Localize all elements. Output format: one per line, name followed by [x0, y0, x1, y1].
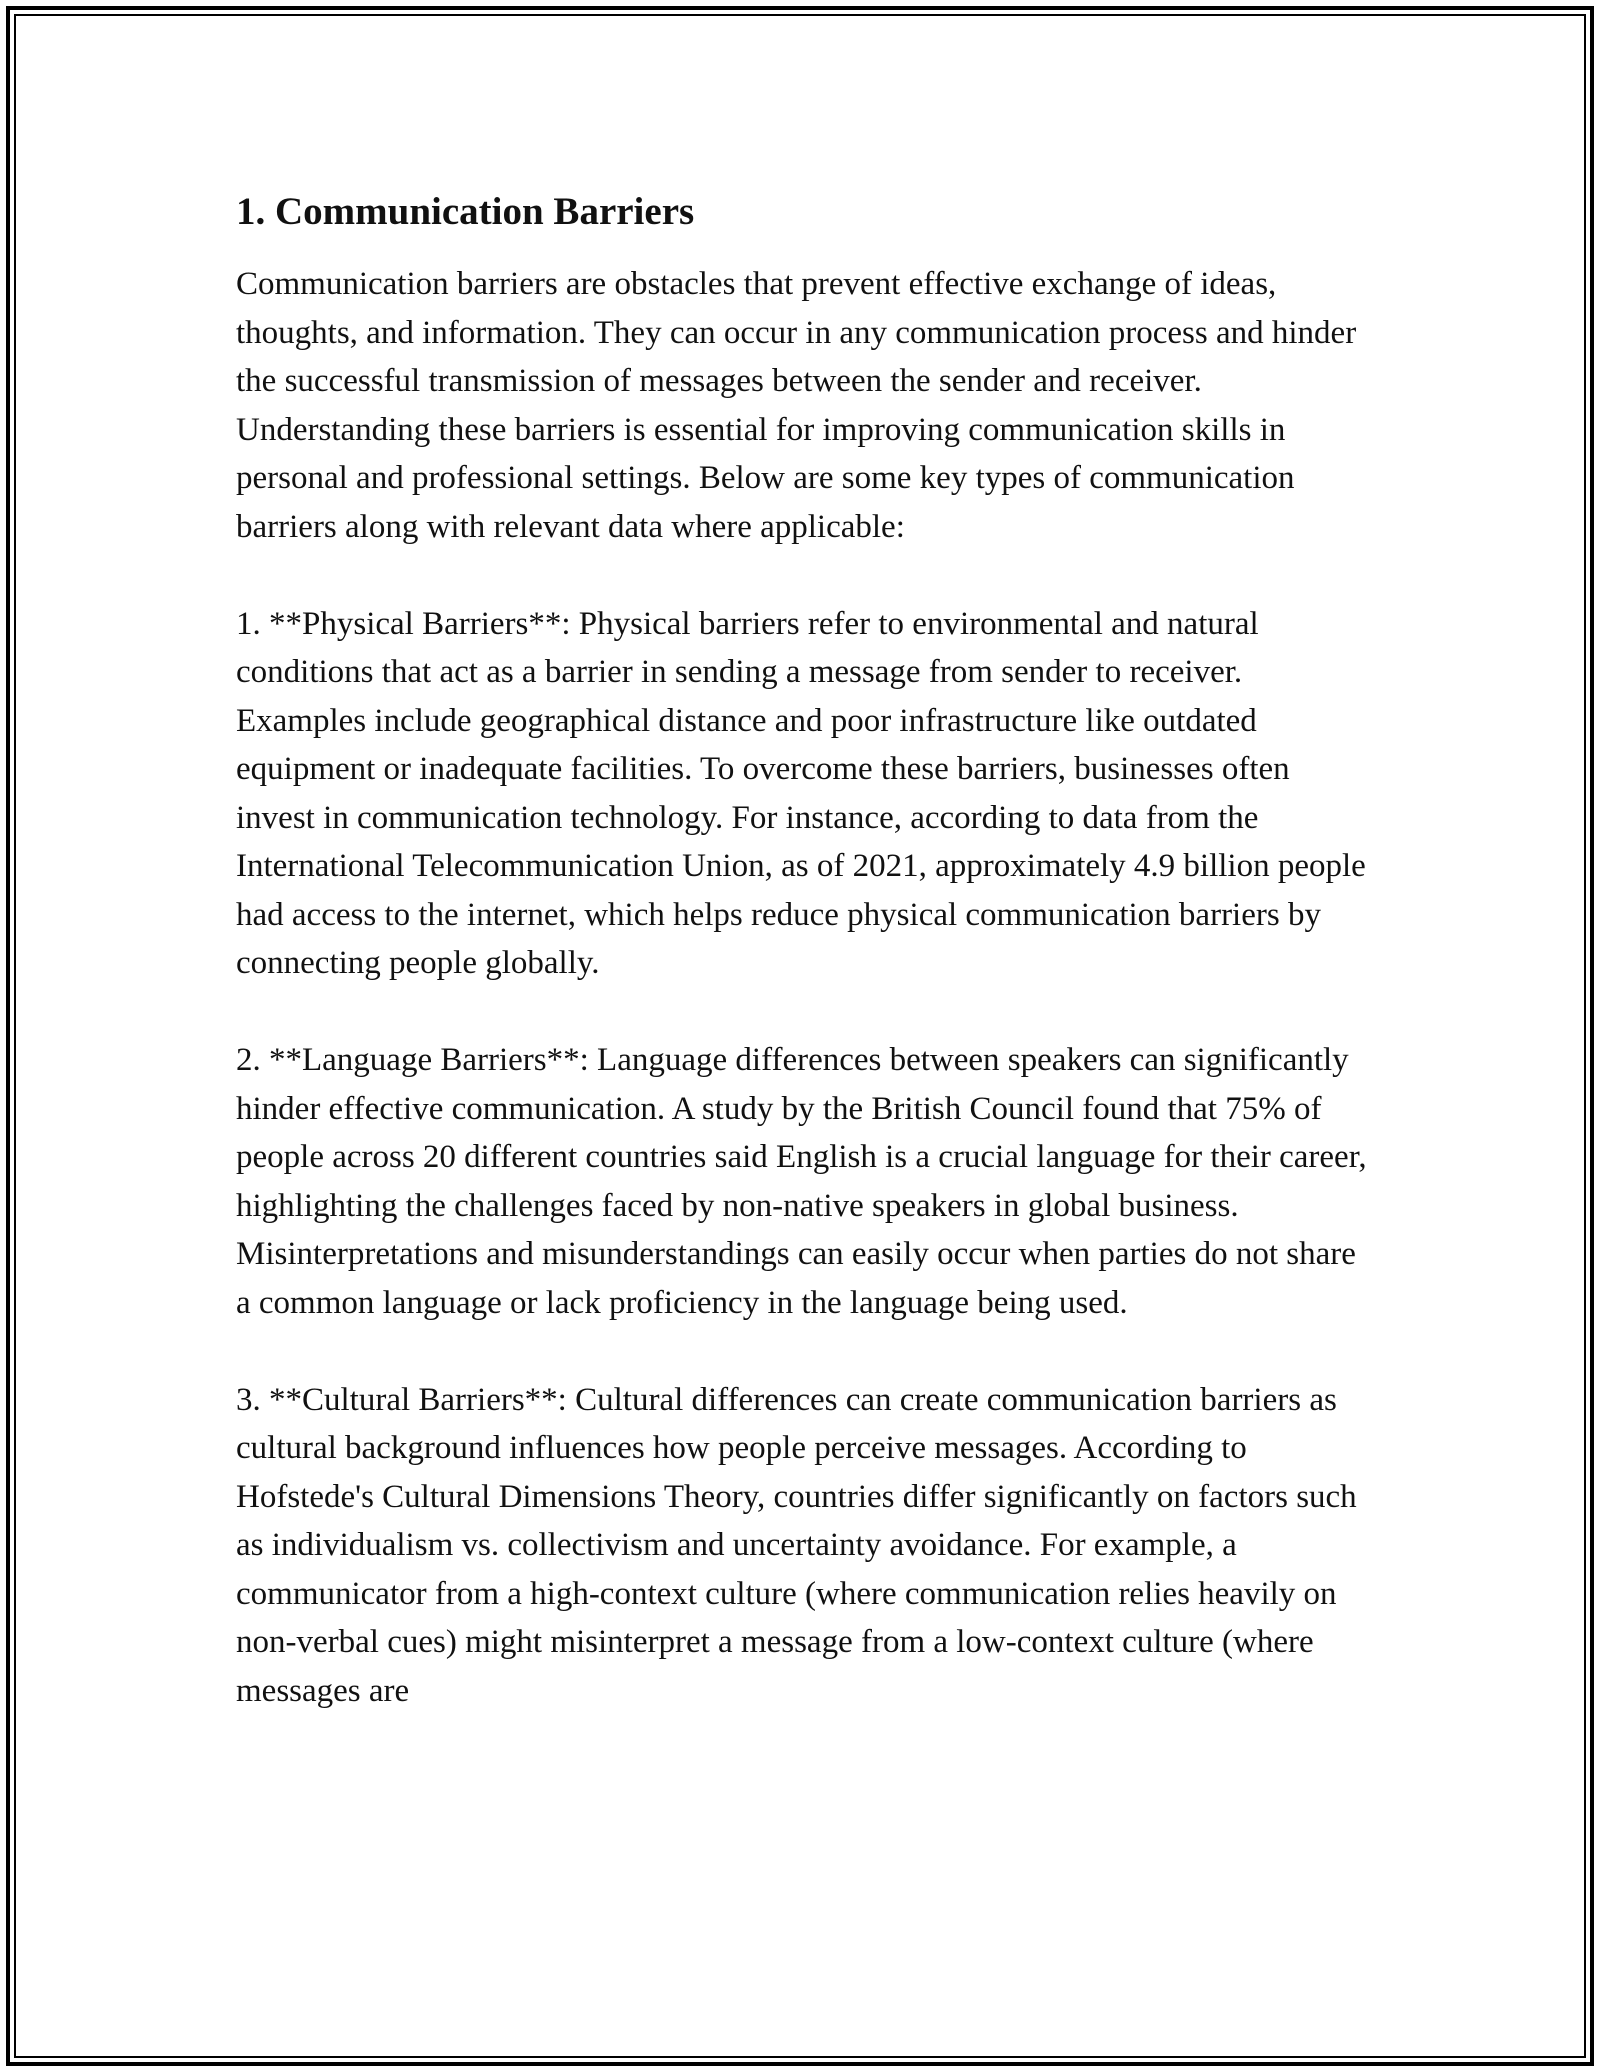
document-body: [236, 184, 1370, 1764]
cultural-barriers-paragraph: 3. **Cultural Barriers**: Cultural differences can create communication barriers as cultural background influences how people perceive messages. According to Hofstede's Cultural Dimensions Theory, countries differ significantly on factors such as individualism vs. collectivism and uncertainty avoidance. For example, a communicator from a high-context culture (where communication relies heavily on non-verbal cues) might misinterpret a message from a low-context culture (where messages are: [236, 1381, 1357, 1709]
intro-paragraph: Communication barriers are obstacles that prevent effective exchange of ideas, thoughts, and information. They can occur in any communication process and hinder the successful transmission of messages between the sender and receiver. Understanding these barriers is essential for improving communication skills in personal and professional settings. Below are some key types of communication barriers along with relevant data where applicable:: [236, 266, 1357, 545]
language-barriers-paragraph: 2. **Language Barriers**: Language differences between speakers can significantly hinder effective communication. A study by the British Council found that 75% of people across 20 different countries said English is a crucial language for their career, highlighting the challenges faced by non-native speakers in global business. Misinterpretations and misunderstandings can easily occur when parties do not share a common language or lack proficiency in the language being used.: [236, 1042, 1367, 1321]
section-heading: 1. Communication Barriers: [236, 190, 695, 233]
physical-barriers-paragraph: 1. **Physical Barriers**: Physical barriers refer to environmental and natural conditions that act as a barrier in sending a message from sender to receiver. Examples include geographical distance and poor infrastructure like outdated equipment or inadequate facilities. To overcome these barriers, businesses often invest in communication technology. For instance, according to data from the International Telecommunication Union, as of 2021, approximately 4.9 billion people had access to the internet, which helps reduce physical communication barriers by connecting people globally.: [236, 605, 1366, 981]
